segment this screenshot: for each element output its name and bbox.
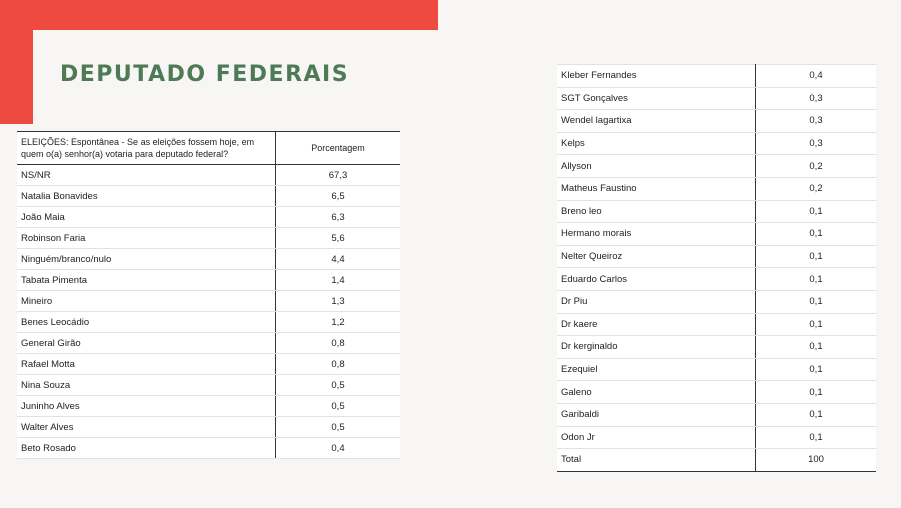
table-row [557,177,876,200]
percentage-value: 0,1 [756,200,877,223]
decorative-red-bar [0,0,438,30]
candidate-name: Galeno [557,381,756,404]
table-row [557,426,876,449]
candidate-name: General Girão [17,333,276,354]
percentage-value: 0,3 [756,110,877,133]
candidate-name: Dr kerginaldo [557,336,756,359]
candidate-name: Nina Souza [17,375,276,396]
table-row [17,312,400,333]
candidate-name: Dr kaere [557,313,756,336]
table-row [17,375,400,396]
right-table-body [557,65,876,472]
percentage-value: 0,1 [756,245,877,268]
table-row [557,155,876,178]
candidate-name: Hermano morais [557,223,756,246]
candidate-name: Rafael Motta [17,354,276,375]
table-row [557,245,876,268]
candidate-name: Breno leo [557,200,756,223]
percentage-value: 1,2 [276,312,401,333]
table-row [557,358,876,381]
percentage-value: 0,1 [756,290,877,313]
table-row [17,270,400,291]
table-row [17,417,400,438]
percentage-value: 0,4 [276,438,401,459]
candidate-name: Dr Piu [557,290,756,313]
table-row [557,223,876,246]
candidate-name: Odon Jr [557,426,756,449]
total-value: 100 [756,449,877,472]
table-row [17,333,400,354]
results-table-right [557,64,876,472]
candidate-name: NS/NR [17,165,276,186]
table-row [17,438,400,459]
percentage-header: Porcentagem [276,132,401,165]
percentage-value: 0,1 [756,403,877,426]
table-row [17,291,400,312]
percentage-value: 0,8 [276,354,401,375]
table-row [557,336,876,359]
percentage-value: 0,5 [276,375,401,396]
table-row [557,403,876,426]
table-row [17,249,400,270]
table-row [17,207,400,228]
candidate-name: Walter Alves [17,417,276,438]
percentage-value: 67,3 [276,165,401,186]
question-header: ELEIÇÕES: Espontânea - Se as eleições fossem hoje, em quem o(a) senhor(a) votaria para deputado federal? [17,132,276,165]
percentage-value: 0,2 [756,177,877,200]
decorative-red-block [0,30,33,124]
candidate-name: Tabata Pimenta [17,270,276,291]
candidate-name: Kleber Fernandes [557,65,756,88]
percentage-value: 0,3 [756,132,877,155]
left-table-body [17,165,400,459]
percentage-value: 6,3 [276,207,401,228]
percentage-value: 0,1 [756,336,877,359]
candidate-name: Ninguém/branco/nulo [17,249,276,270]
table-row [557,132,876,155]
percentage-value: 6,5 [276,186,401,207]
percentage-value: 1,4 [276,270,401,291]
candidate-name: SGT Gonçalves [557,87,756,110]
table-header-row [17,132,400,165]
table-row [17,186,400,207]
candidate-name: Juninho Alves [17,396,276,417]
candidate-name: Allyson [557,155,756,178]
candidate-name: Ezequiel [557,358,756,381]
table-row [17,165,400,186]
percentage-value: 0,1 [756,358,877,381]
percentage-value: 1,3 [276,291,401,312]
percentage-value: 0,4 [756,65,877,88]
table-row [557,381,876,404]
percentage-value: 4,4 [276,249,401,270]
candidate-name: Natalia Bonavides [17,186,276,207]
percentage-value: 0,5 [276,396,401,417]
table-row [557,268,876,291]
table-row [557,290,876,313]
percentage-value: 0,3 [756,87,877,110]
percentage-value: 5,6 [276,228,401,249]
table-row [557,200,876,223]
percentage-value: 0,1 [756,381,877,404]
candidate-name: Robinson Faria [17,228,276,249]
candidate-name: Kelps [557,132,756,155]
percentage-value: 0,8 [276,333,401,354]
results-table-left [17,131,400,459]
candidate-name: Beto Rosado [17,438,276,459]
page-title: DEPUTADO FEDERAIS [60,62,350,87]
candidate-name: Matheus Faustino [557,177,756,200]
candidate-name: Wendel lagartixa [557,110,756,133]
candidate-name: Nelter Queiroz [557,245,756,268]
candidate-name: Mineiro [17,291,276,312]
percentage-value: 0,1 [756,268,877,291]
candidate-name: João Maia [17,207,276,228]
table-row [17,354,400,375]
candidate-name: Benes Leocádio [17,312,276,333]
table-row [557,65,876,88]
percentage-value: 0,1 [756,223,877,246]
candidate-name: Eduardo Carlos [557,268,756,291]
total-label: Total [557,449,756,472]
percentage-value: 0,1 [756,313,877,336]
table-row [17,228,400,249]
table-row [557,110,876,133]
percentage-value: 0,1 [756,426,877,449]
table-row [557,87,876,110]
percentage-value: 0,2 [756,155,877,178]
table-row [557,313,876,336]
candidate-name: Garibaldi [557,403,756,426]
table-row [17,396,400,417]
percentage-value: 0,5 [276,417,401,438]
total-row [557,449,876,472]
